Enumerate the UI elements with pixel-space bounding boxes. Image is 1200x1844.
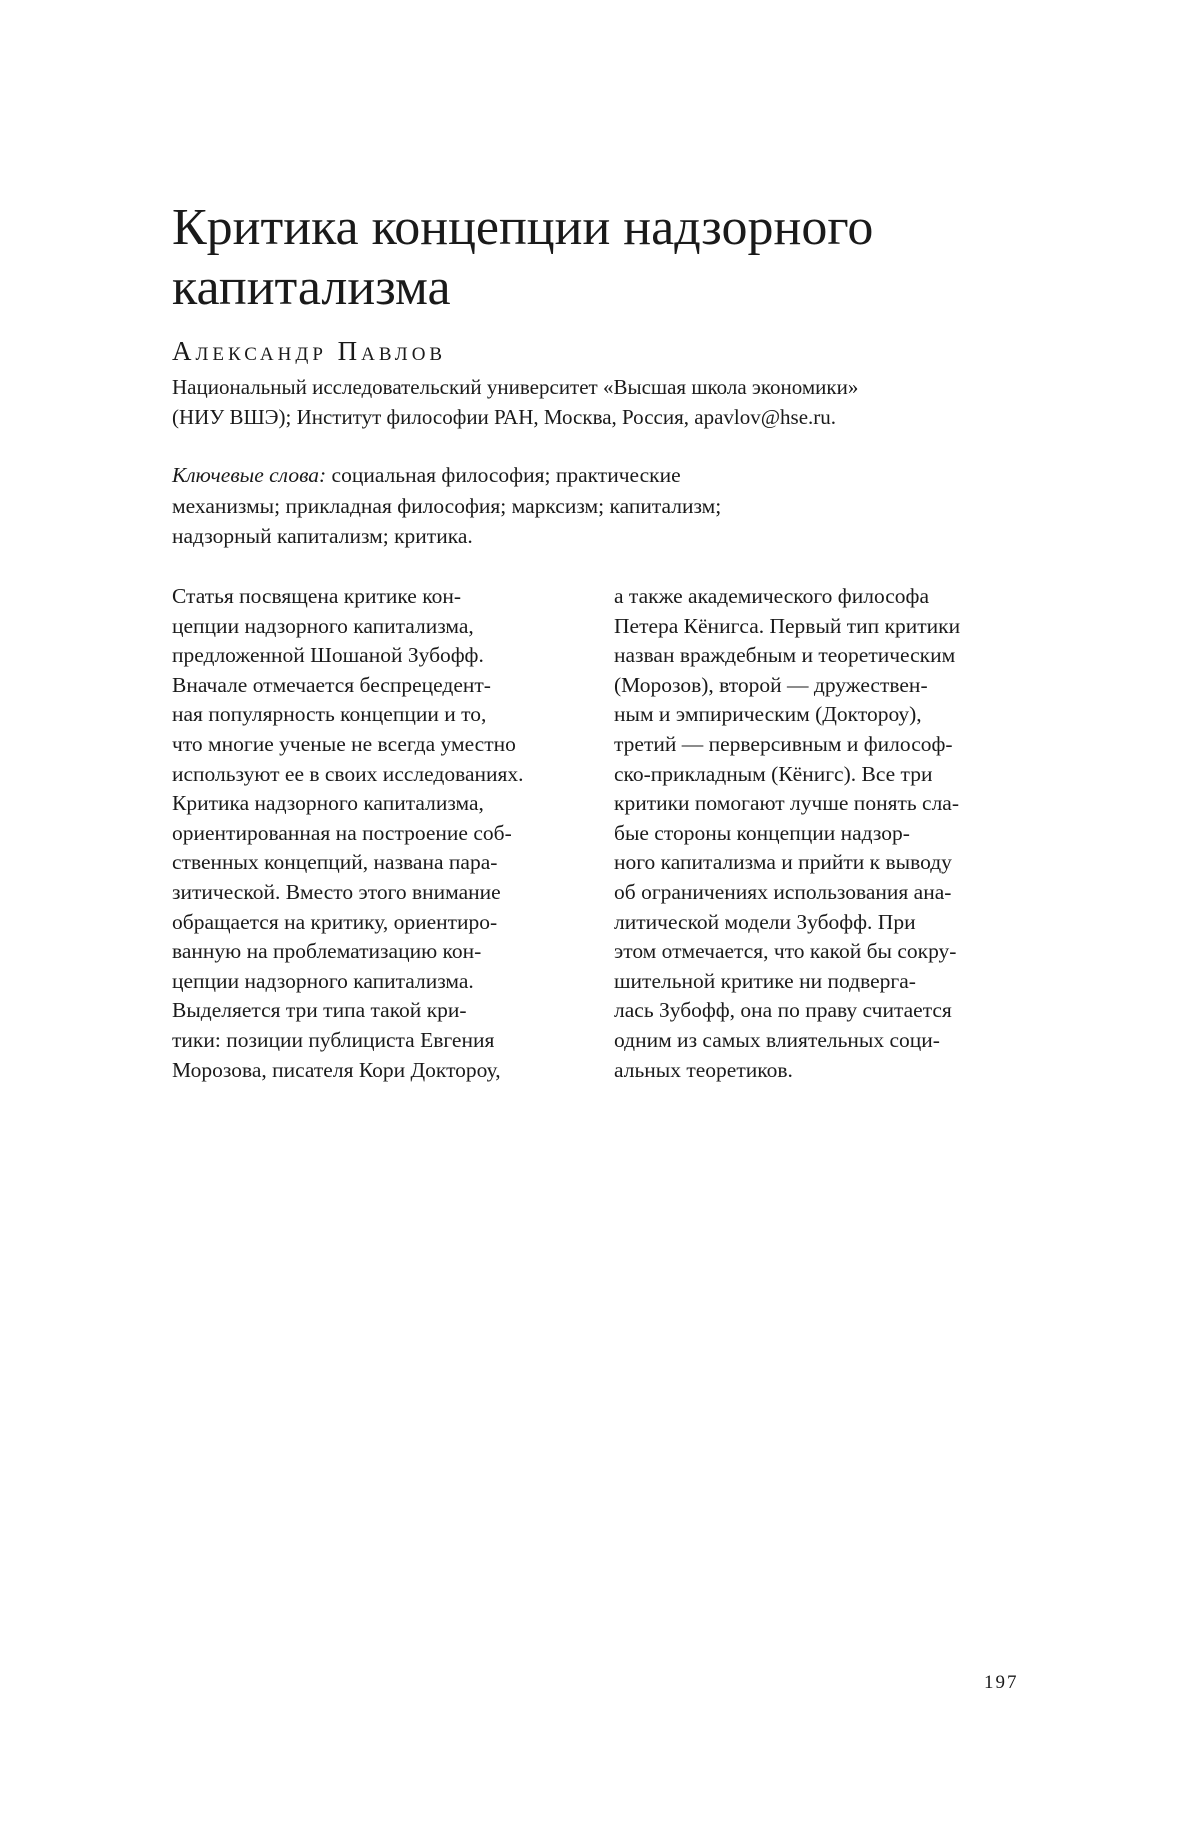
abstract-line: (Морозов), второй — дружествен- [614, 672, 928, 697]
keywords-text: социальная философия; практические [331, 463, 681, 487]
abstract-right-column [614, 582, 1034, 1085]
abstract-line: Вначале отмечается беспрецедент- [172, 672, 491, 697]
abstract-line: Статья посвящена критике кон- [172, 584, 461, 608]
abstract-line: литической модели Зубофф. При [614, 909, 916, 934]
abstract-line: зитической. Вместо этого внимание [172, 879, 501, 904]
keywords-block [172, 460, 812, 552]
keywords-line: надзорный капитализм; критика. [172, 524, 473, 548]
keywords-line [172, 460, 812, 491]
abstract-line: третий — перверсивным и философ- [614, 731, 953, 756]
abstract-line: ным и эмпирическим (Доктороу), [614, 702, 922, 727]
abstract-left-column [172, 582, 592, 1085]
abstract-line: а также академического философа [614, 584, 930, 608]
abstract-line: ско-прикладным (Кёнигс). Все три [614, 761, 933, 786]
abstract-line: ная популярность концепции и то, [172, 702, 487, 727]
affiliation-line: Национальный исследовательский университет «Высшая школа экономики» [172, 375, 859, 399]
abstract-line: шительной критике ни подверга- [614, 968, 916, 993]
abstract-line: Выделяется три типа такой кри- [172, 998, 467, 1023]
abstract-line: альных теоретиков. [614, 1057, 793, 1082]
abstract-line: цепции надзорного капитализма. [172, 968, 474, 993]
abstract-line: бые стороны концепции надзор- [614, 820, 910, 845]
article-title [172, 198, 1052, 318]
abstract-line: ного капитализма и прийти к выводу [614, 850, 952, 875]
page-number: 197 [984, 1672, 1019, 1693]
abstract-line: лась Зубофф, она по праву считается [614, 998, 952, 1023]
abstract-line: об ограничениях использования ана- [614, 879, 952, 904]
abstract-line: что многие ученые не всегда уместно [172, 731, 516, 756]
abstract-line: ственных концепций, названа пара- [172, 850, 498, 875]
article-title-line: Критика концепции надзорного [172, 199, 874, 256]
abstract-line: предложенной Шошаной Зубофф. [172, 643, 484, 668]
article-title-line: капитализма [172, 259, 451, 316]
abstract-line: ванную на проблематизацию кон- [172, 939, 482, 964]
abstract-line: цепции надзорного капитализма, [172, 613, 474, 638]
keywords-label: Ключевые слова: [172, 463, 327, 487]
abstract-line: назван враждебным и теоретическим [614, 643, 956, 668]
abstract-line: Критика надзорного капитализма, [172, 791, 484, 816]
abstract-line: Петера Кёнигса. Первый тип критики [614, 613, 961, 638]
affiliation-line: (НИУ ВШЭ); Институт философии РАН, Москва, Россия, apavlov@hse.ru. [172, 405, 837, 429]
abstract-line: используют ее в своих исследованиях. [172, 761, 524, 786]
abstract-line: одним из самых влиятельных соци- [614, 1027, 940, 1052]
abstract-line: ориентированная на построение соб- [172, 820, 512, 845]
author-name: Александр Павлов [172, 336, 447, 366]
keywords-line: механизмы; прикладная философия; марксизм; капитализм; [172, 493, 722, 518]
abstract-line: тики: позиции публициста Евгения [172, 1027, 495, 1052]
abstract-line: критики помогают лучше понять сла- [614, 791, 960, 816]
abstract-line: обращается на критику, ориентиро- [172, 909, 498, 934]
author-affiliation [172, 372, 1072, 432]
abstract-line: Морозова, писателя Кори Доктороу, [172, 1057, 501, 1082]
abstract-line: этом отмечается, что какой бы сокру- [614, 939, 957, 964]
